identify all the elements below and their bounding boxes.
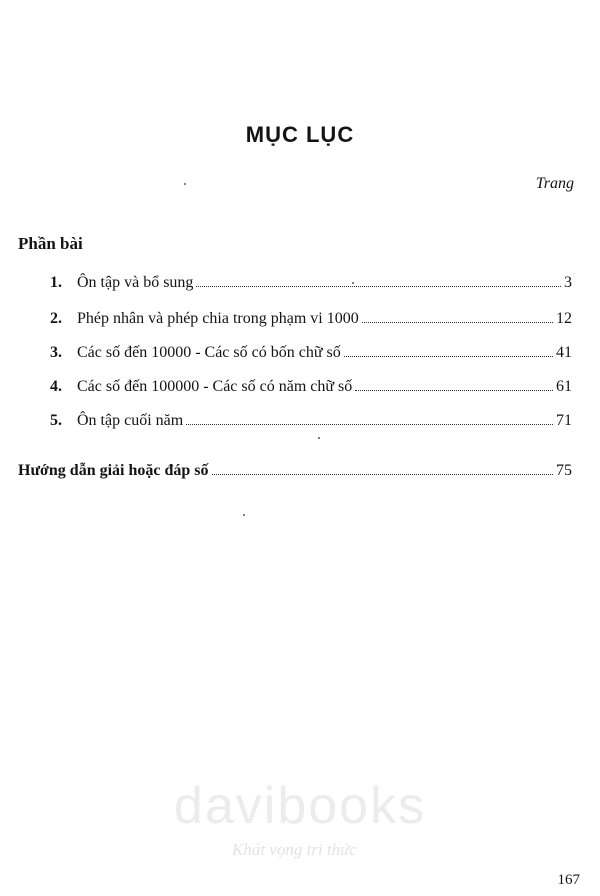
toc-entry-number: 4. — [50, 378, 62, 395]
toc-entry-page: 3 — [564, 274, 572, 291]
page-column-label: Trang — [535, 175, 574, 192]
toc-entry-page: 75 — [556, 462, 572, 479]
scan-speck — [184, 183, 186, 185]
toc-leader-dots — [186, 424, 553, 425]
toc-entry-number: 5. — [50, 412, 62, 429]
watermark — [0, 777, 600, 859]
toc-entry-3[interactable] — [0, 344, 600, 366]
toc-entry-number: 3. — [50, 344, 62, 361]
page-title: MỤC LỤC — [245, 122, 355, 147]
toc-entry-2[interactable] — [0, 310, 600, 332]
toc-leader-dots — [362, 322, 553, 323]
toc-entry-page: 12 — [556, 310, 572, 327]
section-heading: Phần bài — [18, 234, 83, 253]
scan-speck — [352, 282, 354, 284]
toc-entry-title: Các số đến 10000 - Các số có bốn chữ số — [77, 344, 341, 361]
toc-leader-dots — [344, 356, 553, 357]
scan-speck — [318, 437, 320, 439]
toc-entry-number: 2. — [50, 310, 62, 327]
toc-entry-page: 61 — [556, 378, 572, 395]
toc-entry-page: 71 — [556, 412, 572, 429]
toc-entry-answers[interactable] — [0, 462, 600, 484]
toc-entry-title: Ôn tập cuối năm — [77, 412, 184, 429]
scan-speck — [243, 514, 245, 516]
toc-entry-4[interactable] — [0, 378, 600, 400]
toc-entry-page: 41 — [556, 344, 572, 361]
toc-leader-dots — [355, 390, 553, 391]
toc-leader-dots — [212, 474, 553, 475]
page-number: 167 — [557, 872, 580, 888]
toc-entry-title: Các số đến 100000 - Các số có năm chữ số — [77, 378, 353, 395]
toc-entry-title: Phép nhân và phép chia trong phạm vi 1000 — [77, 310, 359, 327]
toc-entry-number: 1. — [50, 274, 62, 291]
watermark-brand: davibooks — [173, 777, 427, 835]
toc-entry-title: Ôn tập và bổ sung — [77, 274, 194, 291]
toc-entry-title: Hướng dẫn giải hoặc đáp số — [18, 462, 209, 479]
toc-entry-1[interactable] — [0, 274, 600, 296]
watermark-tagline: Khát vọng tri thức — [232, 840, 357, 859]
toc-leader-dots — [196, 286, 561, 287]
toc-entry-5[interactable] — [0, 412, 600, 434]
